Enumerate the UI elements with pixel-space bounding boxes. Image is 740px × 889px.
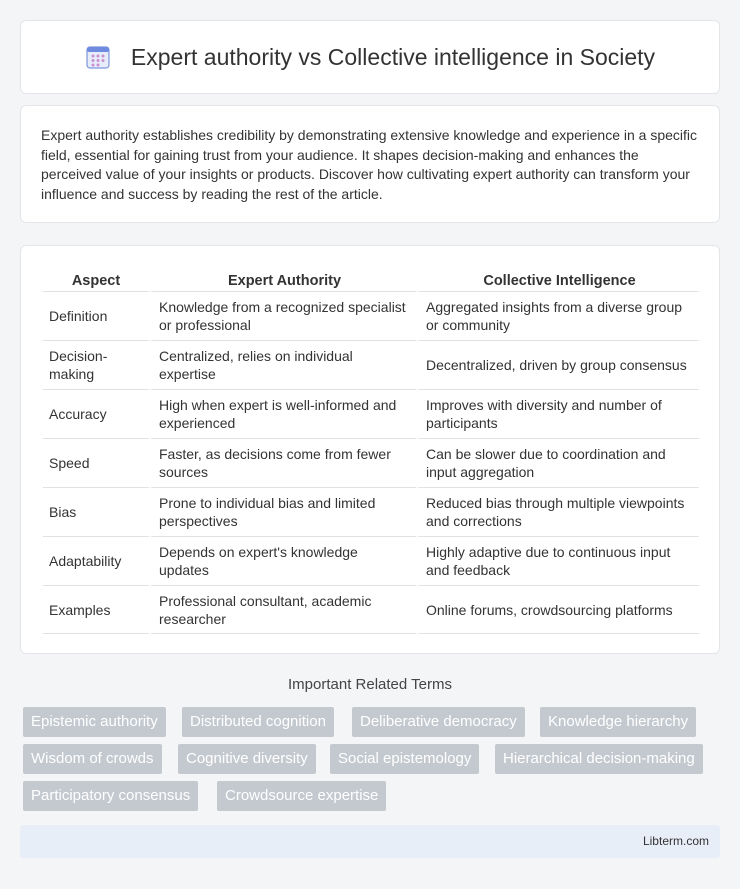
table-row — [43, 585, 699, 634]
tag-cognitive-diversity[interactable]: Cognitive diversity — [178, 744, 316, 774]
tag-deliberative-democracy[interactable]: Deliberative democracy — [352, 707, 525, 737]
tag-distributed-cognition[interactable]: Distributed cognition — [182, 707, 334, 737]
tag-epistemic-authority[interactable]: Epistemic authority — [23, 707, 166, 737]
tag-crowdsource-expertise[interactable]: Crowdsource expertise — [217, 781, 386, 811]
cell-collective: Aggregated insights from a diverse group or community — [416, 291, 699, 340]
cell-aspect: Decision-making — [43, 340, 149, 389]
comparison-table — [43, 266, 699, 634]
cell-aspect: Adaptability — [43, 536, 149, 585]
table-row — [43, 389, 699, 438]
calendar-grid-icon — [85, 44, 111, 70]
cell-aspect: Bias — [43, 487, 149, 536]
cell-expert: Prone to individual bias and limited perspectives — [149, 487, 416, 536]
table-row — [43, 536, 699, 585]
header-expert-authority: Expert Authority — [149, 266, 416, 291]
cell-expert: Centralized, relies on individual expertise — [149, 340, 416, 389]
intro-text: Expert authority establishes credibility by demonstrating extensive knowledge and experience in a specific field, essential for gaining trust from your audience. It shapes decision-making and enhances the perceived value of your insights or products. Discover how cultivating expert authority can transform your influence and success by reading the rest of the article. — [41, 127, 698, 202]
tag-hierarchical-decision-making[interactable]: Hierarchical decision-making — [495, 744, 703, 774]
cell-aspect: Accuracy — [43, 389, 149, 438]
cell-collective: Decentralized, driven by group consensus — [416, 340, 699, 389]
table-row — [43, 487, 699, 536]
intro-card — [20, 105, 720, 223]
tag-knowledge-hierarchy[interactable]: Knowledge hierarchy — [540, 707, 696, 737]
tag-participatory-consensus[interactable]: Participatory consensus — [23, 781, 198, 811]
cell-aspect: Definition — [43, 291, 149, 340]
title-card — [20, 20, 720, 94]
cell-expert: Professional consultant, academic researcher — [149, 585, 416, 634]
cell-collective: Improves with diversity and number of participants — [416, 389, 699, 438]
cell-expert: Faster, as decisions come from fewer sources — [149, 438, 416, 487]
footer — [20, 825, 720, 858]
table-row — [43, 438, 699, 487]
cell-expert: Depends on expert's knowledge updates — [149, 536, 416, 585]
cell-collective: Reduced bias through multiple viewpoints and corrections — [416, 487, 699, 536]
cell-expert: Knowledge from a recognized specialist or professional — [149, 291, 416, 340]
cell-collective: Online forums, crowdsourcing platforms — [416, 585, 699, 634]
table-row — [43, 291, 699, 340]
page-title: Expert authority vs Collective intelligence in Society — [130, 43, 656, 70]
cell-expert: High when expert is well-informed and experienced — [149, 389, 416, 438]
table-header-row — [43, 266, 699, 291]
related-terms-title: Important Related Terms — [288, 676, 452, 693]
header-aspect: Aspect — [71, 273, 121, 289]
cell-collective: Can be slower due to coordination and input aggregation — [416, 438, 699, 487]
footer-site-link[interactable]: Libterm.com — [642, 834, 709, 848]
tag-wisdom-of-crowds[interactable]: Wisdom of crowds — [23, 744, 162, 774]
tag-social-epistemology[interactable]: Social epistemology — [330, 744, 479, 774]
cell-collective: Highly adaptive due to continuous input and feedback — [416, 536, 699, 585]
cell-aspect: Speed — [43, 438, 149, 487]
cell-aspect: Examples — [43, 585, 149, 634]
table-row — [43, 340, 699, 389]
header-collective-intelligence: Collective Intelligence — [416, 266, 699, 291]
comparison-card — [20, 245, 720, 654]
